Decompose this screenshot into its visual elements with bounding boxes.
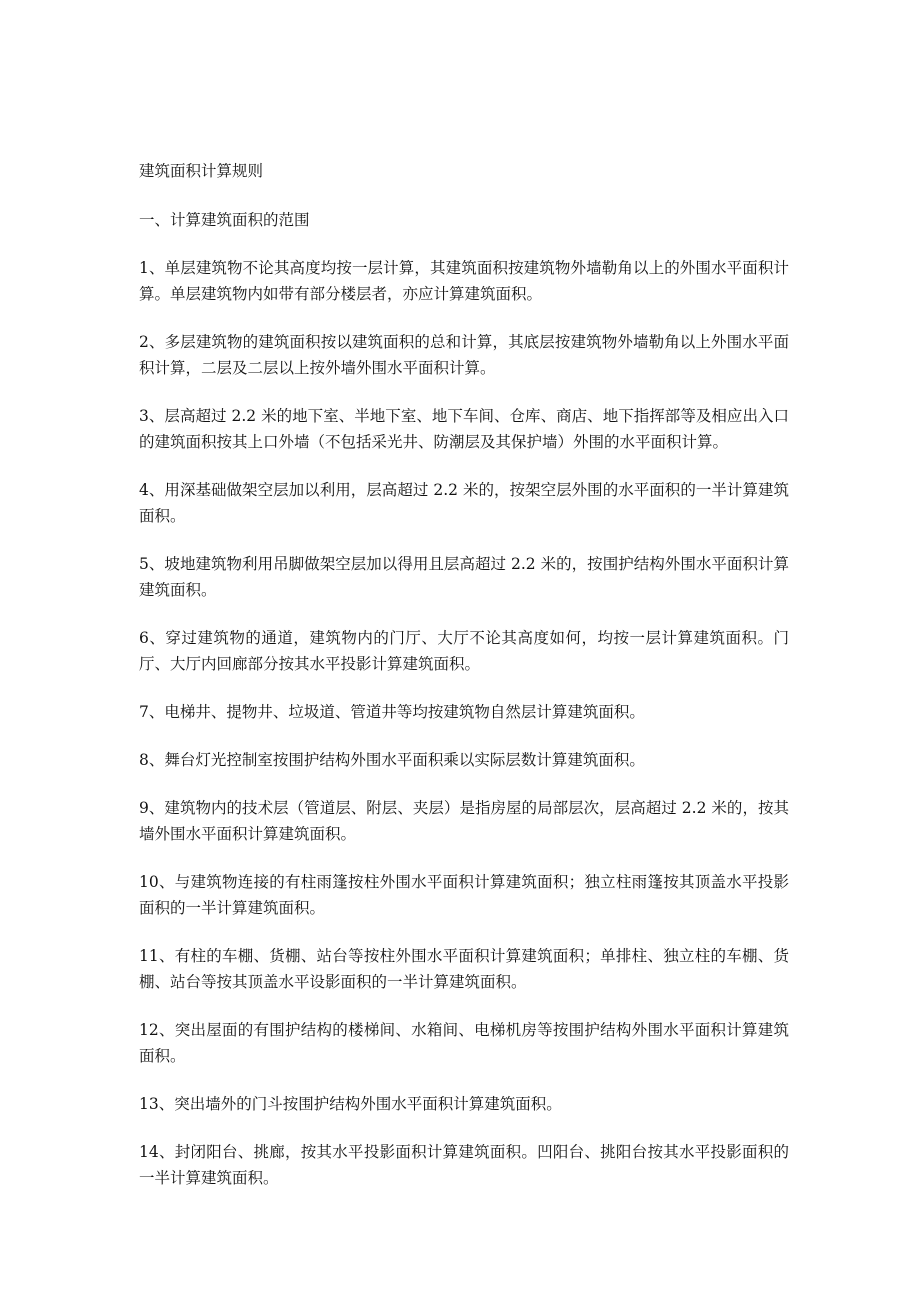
paragraph-8: 8、舞台灯光控制室按围护结构外围水平面积乘以实际层数计算建筑面积。: [139, 751, 645, 769]
paragraph-6: 6、穿过建筑物的通道，建筑物内的门厅、大厅不论其高度如何，均按一层计算建筑面积。门厅、大厅内回廊部分按其水平投影计算建筑面积。: [139, 629, 789, 673]
paragraph-7: 7、电梯井、提物井、垃圾道、管道井等均按建筑物自然层计算建筑面积。: [139, 703, 645, 721]
paragraph-9: 9、建筑物内的技术层（管道层、附层、夹层）是指房屋的局部层次，层高超过 2.2 米的，按其墙外围水平面积计算建筑面积。: [139, 799, 789, 843]
paragraph-3: 3、层高超过 2.2 米的地下室、半地下室、地下车间、仓库、商店、地下指挥部等及相应出入口的建筑面积按其上口外墙（不包括采光井、防潮层及其保护墙）外围的水平面积计算。: [139, 407, 789, 451]
paragraph-12: 12、突出屋面的有围护结构的楼梯间、水箱间、电梯机房等按围护结构外围水平面积计算建筑面积。: [139, 1021, 789, 1065]
document-body: [139, 158, 789, 1213]
document-title: 建筑面积计算规则: [139, 162, 264, 180]
paragraph-11: 11、有柱的车棚、货棚、站台等按柱外围水平面积计算建筑面积；单排柱、独立柱的车棚、货棚、站台等按其顶盖水平设影面积的一半计算建筑面积。: [139, 947, 789, 991]
paragraph-4: 4、用深基础做架空层加以利用，层高超过 2.2 米的，按架空层外围的水平面积的一半计算建筑面积。: [139, 481, 789, 525]
paragraph-13: 13、突出墙外的门斗按围护结构外围水平面积计算建筑面积。: [139, 1095, 562, 1113]
section-heading: 一、计算建筑面积的范围: [139, 211, 310, 229]
paragraph-5: 5、坡地建筑物利用吊脚做架空层加以得用且层高超过 2.2 米的，按围护结构外围水平面积计算建筑面积。: [139, 555, 789, 599]
paragraph-1: 1、单层建筑物不论其高度均按一层计算，其建筑面积按建筑物外墙勒角以上的外围水平面积计算。单层建筑物内如带有部分楼层者，亦应计算建筑面积。: [139, 259, 789, 303]
paragraph-2: 2、多层建筑物的建筑面积按以建筑面积的总和计算，其底层按建筑物外墙勒角以上外围水平面积计算，二层及二层以上按外墙外围水平面积计算。: [139, 333, 789, 377]
paragraph-14: 14、封闭阳台、挑廊，按其水平投影面积计算建筑面积。凹阳台、挑阳台按其水平投影面积的一半计算建筑面积。: [139, 1143, 789, 1187]
paragraph-10: 10、与建筑物连接的有柱雨篷按柱外围水平面积计算建筑面积；独立柱雨篷按其顶盖水平投影面积的一半计算建筑面积。: [139, 873, 789, 917]
